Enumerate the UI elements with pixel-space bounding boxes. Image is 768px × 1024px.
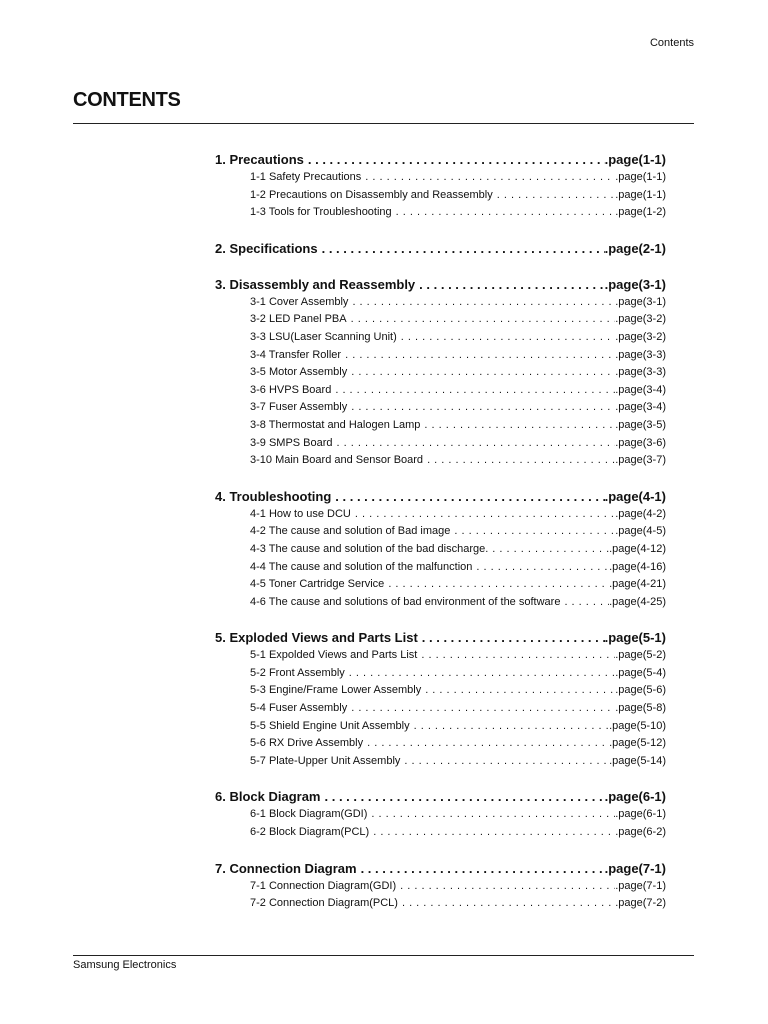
toc-entry-title: 5-5 Shield Engine Unit Assembly — [250, 719, 410, 732]
toc-entry-title: 4-2 The cause and solution of Bad image — [250, 525, 451, 538]
dot-leader — [414, 718, 610, 736]
toc-page-ref: .page(3-2) — [615, 313, 666, 326]
toc-subsection-entry[interactable] — [215, 576, 666, 594]
toc-subsection-entry[interactable] — [215, 382, 666, 400]
toc-entry-title: 1-2 Precautions on Disassembly and Reassembly — [250, 188, 493, 201]
toc-chapter-entry[interactable] — [215, 150, 666, 169]
dot-leader — [401, 329, 615, 347]
toc-page-ref: .page(3-6) — [615, 436, 666, 449]
toc-page-ref: .page(5-6) — [615, 684, 666, 697]
toc-subsection-entry[interactable] — [215, 187, 666, 205]
toc-subsection-entry[interactable] — [215, 824, 666, 842]
toc-page-ref: .page(4-25) — [609, 595, 666, 608]
toc-entry-title: 4-6 The cause and solutions of bad environment of the software — [250, 595, 561, 608]
toc-page-ref: .page(7-1) — [615, 879, 666, 892]
toc-page-ref: .page(3-3) — [615, 348, 666, 361]
toc-subsection-entry[interactable] — [215, 294, 666, 312]
toc-subsection-entry[interactable] — [215, 435, 666, 453]
dot-leader — [476, 559, 609, 577]
dot-leader — [345, 347, 615, 365]
dot-leader — [424, 417, 615, 435]
toc-page-ref: .page(6-1) — [615, 808, 666, 821]
toc-page-ref: .page(1-1) — [604, 152, 666, 167]
toc-page-ref: .page(3-1) — [604, 276, 666, 292]
toc-entry-title: 5-2 Front Assembly — [250, 666, 345, 679]
dot-leader — [404, 753, 609, 771]
dot-leader — [400, 878, 615, 896]
toc-entry-title: 3-1 Cover Assembly — [250, 295, 349, 308]
toc-page-ref: .page(5-10) — [609, 719, 666, 732]
toc-page-ref: .page(1-2) — [615, 206, 666, 219]
dot-leader — [335, 487, 604, 506]
toc-subsection-entry[interactable] — [215, 169, 666, 187]
dot-leader — [349, 665, 615, 683]
toc-entry-title: 4-1 How to use DCU — [250, 507, 351, 520]
toc-section — [215, 787, 666, 841]
toc-page-ref: .page(4-5) — [615, 525, 666, 538]
toc-page-ref: .page(4-12) — [609, 542, 666, 555]
toc-subsection-entry[interactable] — [215, 347, 666, 365]
dot-leader — [421, 647, 615, 665]
toc-entry-title: 6-1 Block Diagram(GDI) — [250, 808, 368, 821]
toc-page-ref: .page(5-2) — [615, 649, 666, 662]
toc-entry-title: 4-5 Toner Cartridge Service — [250, 578, 385, 591]
toc-entry-title: 3-2 LED Panel PBA — [250, 313, 347, 326]
toc-subsection-entry[interactable] — [215, 718, 666, 736]
toc-subsection-entry[interactable] — [215, 204, 666, 222]
toc-page-ref: .page(5-1) — [604, 630, 666, 646]
toc-page-ref: .page(3-2) — [615, 330, 666, 343]
toc-entry-title: 6. Block Diagram — [215, 789, 321, 805]
toc-page-ref: .page(4-16) — [609, 560, 666, 573]
toc-section — [215, 487, 666, 612]
dot-leader — [427, 452, 615, 470]
toc-page-ref: .page(3-3) — [615, 366, 666, 379]
toc-section — [215, 150, 666, 222]
toc-entry-title: 4-4 The cause and solution of the malfunction — [250, 560, 473, 573]
toc-entry-title: 3-5 Motor Assembly — [250, 366, 348, 379]
footer-divider — [73, 955, 694, 956]
dot-leader — [371, 806, 615, 824]
toc-entry-title: 5-6 RX Drive Assembly — [250, 737, 364, 750]
toc-chapter-entry[interactable] — [215, 628, 666, 647]
toc-entry-title: 7. Connection Diagram — [215, 860, 357, 876]
toc-chapter-entry[interactable] — [215, 487, 666, 506]
toc-entry-title: 2. Specifications — [215, 240, 318, 256]
toc-entry-title: 5. Exploded Views and Parts List — [215, 630, 418, 646]
toc-subsection-entry[interactable] — [215, 506, 666, 524]
toc-subsection-entry[interactable] — [215, 311, 666, 329]
dot-leader — [425, 682, 615, 700]
toc-page-ref: .page(1-1) — [615, 188, 666, 201]
toc-entry-title: 3-6 HVPS Board — [250, 383, 332, 396]
toc-entry-title: 3-4 Transfer Roller — [250, 348, 342, 361]
toc-subsection-entry[interactable] — [215, 364, 666, 382]
toc-entry-title: 7-2 Connection Diagram(PCL) — [250, 897, 398, 910]
toc-page-ref: .page(4-21) — [609, 578, 666, 591]
toc-subsection-entry[interactable] — [215, 806, 666, 824]
toc-subsection-entry[interactable] — [215, 665, 666, 683]
toc-entry-title: 1-1 Safety Precautions — [250, 171, 362, 183]
dot-leader — [351, 700, 615, 718]
toc-entry-title: 5-4 Fuser Assembly — [250, 702, 348, 715]
toc-subsection-entry[interactable] — [215, 735, 666, 753]
toc-section — [215, 859, 666, 913]
toc-entry-title: 1-3 Tools for Troubleshooting — [250, 206, 392, 219]
toc-page-ref: .page(3-1) — [615, 295, 666, 308]
dot-leader — [351, 364, 615, 382]
dot-leader — [308, 150, 605, 169]
dot-leader — [492, 541, 609, 559]
title-divider — [73, 123, 694, 124]
dot-leader — [422, 628, 605, 647]
toc-subsection-entry[interactable] — [215, 682, 666, 700]
toc-entry-title: 5-7 Plate-Upper Unit Assembly — [250, 754, 401, 767]
toc-entry-title: 4. Troubleshooting — [215, 488, 332, 504]
toc-page-ref: .page(5-12) — [609, 737, 666, 750]
toc-section — [215, 628, 666, 770]
toc-entry-title: 5-3 Engine/Frame Lower Assembly — [250, 684, 422, 697]
dot-leader — [365, 169, 615, 187]
toc-subsection-entry[interactable] — [215, 700, 666, 718]
toc-entry-title: 6-2 Block Diagram(PCL) — [250, 826, 370, 839]
toc-page-ref: .page(3-7) — [615, 454, 666, 467]
running-header: Contents — [649, 37, 694, 49]
toc-page-ref: .page(2-1) — [604, 240, 666, 256]
toc-subsection-entry[interactable] — [215, 647, 666, 665]
toc-page-ref: .page(1-1) — [615, 171, 666, 183]
toc-subsection-entry[interactable] — [215, 594, 666, 612]
toc-chapter-entry[interactable] — [215, 859, 666, 878]
toc-chapter-entry[interactable] — [215, 239, 666, 258]
toc-subsection-entry[interactable] — [215, 452, 666, 470]
dot-leader — [388, 576, 609, 594]
dot-leader — [322, 239, 605, 258]
toc-entry-title: 1. Precautions — [215, 152, 304, 167]
toc-subsection-entry[interactable] — [215, 417, 666, 435]
dot-leader — [564, 594, 609, 612]
dot-leader — [355, 506, 615, 524]
dot-leader — [454, 523, 615, 541]
toc-page-ref: .page(3-4) — [615, 383, 666, 396]
toc-entry-title: 5-1 Expolded Views and Parts List — [250, 649, 418, 662]
dot-leader — [419, 275, 604, 294]
dot-leader — [351, 311, 616, 329]
dot-leader — [373, 824, 615, 842]
toc-entry-title: 3-3 LSU(Laser Scanning Unit) — [250, 330, 397, 343]
toc-entry-title: 4-3 The cause and solution of the bad discharge. — [250, 542, 489, 555]
dot-leader — [351, 399, 615, 417]
toc-subsection-entry[interactable] — [215, 329, 666, 347]
toc-page-ref: .page(4-1) — [604, 488, 666, 504]
toc-page-ref: .page(3-4) — [615, 401, 666, 414]
table-of-contents — [215, 150, 666, 930]
toc-page-ref: .page(6-1) — [604, 789, 666, 805]
toc-chapter-entry[interactable] — [215, 787, 666, 806]
page-title: CONTENTS — [73, 89, 181, 111]
toc-subsection-entry[interactable] — [215, 895, 666, 913]
toc-entry-title: 3-9 SMPS Board — [250, 436, 333, 449]
dot-leader — [352, 294, 615, 312]
dot-leader — [367, 735, 609, 753]
toc-entry-title: 7-1 Connection Diagram(GDI) — [250, 879, 397, 892]
toc-subsection-entry[interactable] — [215, 523, 666, 541]
toc-page-ref: .page(5-8) — [615, 702, 666, 715]
toc-subsection-entry[interactable] — [215, 878, 666, 896]
toc-page-ref: .page(5-4) — [615, 666, 666, 679]
dot-leader — [335, 382, 615, 400]
dot-leader — [325, 787, 605, 806]
toc-subsection-entry[interactable] — [215, 753, 666, 771]
toc-page-ref: .page(3-5) — [615, 418, 666, 431]
dot-leader — [497, 187, 616, 205]
dot-leader — [361, 859, 605, 878]
toc-entry-title: 3. Disassembly and Reassembly — [215, 276, 416, 292]
toc-entry-title: 3-8 Thermostat and Halogen Lamp — [250, 418, 421, 431]
dot-leader — [337, 435, 616, 453]
toc-page-ref: .page(5-14) — [609, 754, 666, 767]
toc-entry-title: 3-10 Main Board and Sensor Board — [250, 454, 424, 467]
toc-section — [215, 239, 666, 258]
dot-leader — [396, 204, 616, 222]
dot-leader — [402, 895, 615, 913]
toc-page-ref: .page(7-2) — [615, 897, 666, 910]
footer-company: Samsung Electronics — [73, 959, 177, 971]
toc-subsection-entry[interactable] — [215, 559, 666, 577]
toc-entry-title: 3-7 Fuser Assembly — [250, 401, 348, 414]
toc-page-ref: .page(7-1) — [604, 860, 666, 876]
toc-subsection-entry[interactable] — [215, 541, 666, 559]
toc-page-ref: .page(6-2) — [615, 826, 666, 839]
toc-section — [215, 275, 666, 470]
toc-chapter-entry[interactable] — [215, 275, 666, 294]
toc-subsection-entry[interactable] — [215, 399, 666, 417]
toc-page-ref: .page(4-2) — [615, 507, 666, 520]
